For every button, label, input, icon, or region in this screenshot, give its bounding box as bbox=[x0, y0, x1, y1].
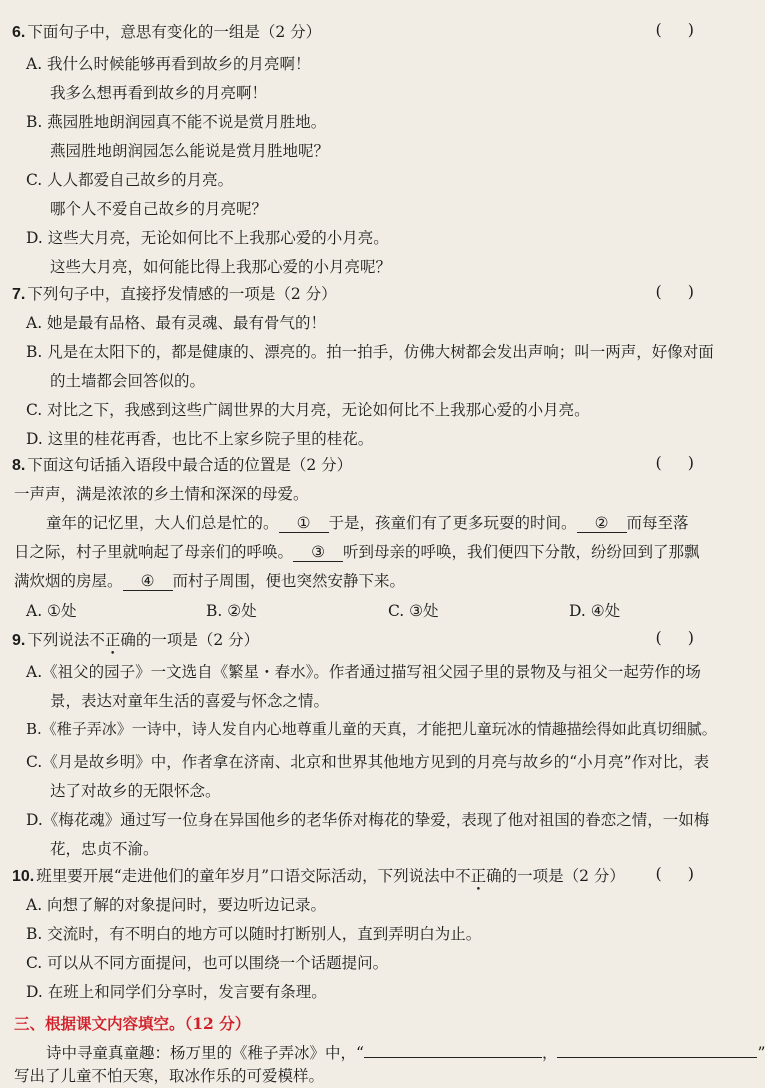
question-number: 9. bbox=[12, 632, 26, 649]
answer-blank-2[interactable] bbox=[557, 1057, 757, 1058]
question-8-stem bbox=[12, 453, 352, 475]
question-number: 6. bbox=[12, 24, 26, 41]
emphasis-text: 不正确 bbox=[89, 631, 136, 649]
question-text: 的一项是（2 分） bbox=[501, 867, 625, 885]
option-d: D.《梅花魂》通过写一位身在异国他乡的老华侨对梅花的挚爱，表现了他对祖国的眷恋之情，一如梅 bbox=[26, 811, 710, 829]
answer-bracket[interactable]: () bbox=[655, 453, 720, 472]
passage-line-2 bbox=[14, 540, 700, 562]
option-c: C. 对比之下，我感到这些广阔世界的大月亮，无论如何比不上我那心爱的小月亮。 bbox=[26, 401, 590, 419]
option-b-line-2: 燕园胜地朗润园怎么能说是赏月胜地呢？ bbox=[50, 142, 330, 160]
section-3-title: 三、根据课文内容填空。（12 分） bbox=[14, 1014, 251, 1033]
blank-1: ① bbox=[279, 514, 329, 533]
option-d: D. 这些大月亮，无论如何比不上我那心爱的小月亮。 bbox=[26, 229, 389, 247]
option-d: D. ④处 bbox=[569, 602, 621, 620]
option-c: C. ③处 bbox=[388, 602, 439, 620]
passage-text: 听到母亲的呼唤，我们便四下分散，纷纷回到了那飘 bbox=[343, 543, 700, 561]
insert-sentence: 一声声，满是浓浓的乡土情和深深的母爱。 bbox=[14, 485, 309, 503]
question-text: 下列说法 bbox=[27, 631, 90, 649]
question-10-stem bbox=[12, 864, 625, 886]
option-d-line-2: 花，忠贞不渝。 bbox=[50, 840, 159, 858]
option-a-line-2: 我多么想再看到故乡的月亮啊！ bbox=[50, 84, 268, 102]
option-a: A. ①处 bbox=[26, 602, 77, 620]
question-text: 下面这句话插入语段中最合适的位置是（2 分） bbox=[27, 456, 353, 474]
question-text: 的一项是（2 分） bbox=[135, 631, 260, 649]
option-c: C. 人人都爱自己故乡的月亮。 bbox=[26, 171, 234, 189]
option-a: A. 我什么时候能够再看到故乡的月亮啊！ bbox=[26, 55, 311, 73]
answer-bracket[interactable]: () bbox=[655, 628, 720, 647]
answer-bracket[interactable]: () bbox=[655, 20, 720, 39]
passage-text: 日之际，村子里就响起了母亲们的呼唤。 bbox=[14, 543, 294, 561]
option-a-line-2: 景，表达对童年生活的喜爱与怀念之情。 bbox=[50, 692, 330, 710]
blank-3: ③ bbox=[293, 543, 343, 562]
question-6-stem bbox=[12, 20, 321, 42]
question-7-stem bbox=[12, 282, 337, 304]
answer-blank-1[interactable] bbox=[364, 1057, 542, 1058]
fill-in-line-1 bbox=[46, 1041, 765, 1063]
option-d-line-2: 这些大月亮，如何能比得上我那心爱的小月亮呢？ bbox=[50, 258, 392, 276]
option-c: C.《月是故乡明》中，作者拿在济南、北京和世界其他地方见到的月亮与故乡的“小月亮”作对比，表 bbox=[26, 753, 710, 771]
question-number: 7. bbox=[12, 286, 26, 303]
option-d: D. 在班上和同学们分享时，发言要有条理。 bbox=[26, 983, 327, 1001]
emphasis-text: 不正确 bbox=[455, 867, 502, 885]
question-text: 下面句子中，意思有变化的一组是（2 分） bbox=[27, 23, 322, 41]
answer-bracket[interactable]: () bbox=[655, 864, 720, 883]
punctuation: ” bbox=[757, 1044, 765, 1062]
question-9-stem bbox=[12, 628, 259, 650]
passage-line-1 bbox=[46, 511, 689, 533]
blank-2: ② bbox=[577, 514, 627, 533]
question-number: 10. bbox=[12, 868, 35, 885]
option-c: C. 可以从不同方面提问，也可以围绕一个话题提问。 bbox=[26, 954, 389, 972]
option-b: B.《稚子弄冰》一诗中，诗人发自内心地尊重儿童的天真，才能把儿童玩冰的情趣描绘得如此真切细腻。 bbox=[26, 720, 717, 738]
passage-line-3 bbox=[14, 569, 405, 591]
question-text: 下列句子中，直接抒发情感的一项是（2 分） bbox=[27, 285, 337, 303]
fill-in-line-2: 写出了儿童不怕天寒，取冰作乐的可爱模样。 bbox=[14, 1067, 325, 1085]
option-d: D. 这里的桂花再香，也比不上家乡院子里的桂花。 bbox=[26, 430, 374, 448]
passage-text: 而每至落 bbox=[626, 514, 689, 532]
question-text: 班里要开展“走进他们的童年岁月”口语交际活动，下列说法中 bbox=[36, 867, 456, 885]
option-b-line-2: 的土墙都会回答似的。 bbox=[50, 372, 206, 390]
option-b: B. 交流时，有不明白的地方可以随时打断别人，直到弄明白为止。 bbox=[26, 925, 482, 943]
option-c-line-2: 哪个人不爱自己故乡的月亮呢？ bbox=[50, 200, 268, 218]
prompt-text: 诗中寻童真童趣：杨万里的《稚子弄冰》中，“ bbox=[46, 1044, 364, 1062]
option-b: B. ②处 bbox=[206, 602, 257, 620]
punctuation: ， bbox=[541, 1044, 558, 1062]
blank-4: ④ bbox=[123, 572, 173, 591]
passage-text: 满炊烟的房屋。 bbox=[14, 572, 123, 590]
question-number: 8. bbox=[12, 457, 26, 474]
option-a: A. 她是最有品格、最有灵魂、最有骨气的！ bbox=[26, 314, 327, 332]
passage-text: 而村子周围，便也突然安静下来。 bbox=[172, 572, 406, 590]
answer-bracket[interactable]: () bbox=[655, 282, 720, 301]
option-a: A.《祖父的园子》一文选自《繁星・春水》。作者通过描写祖父园子里的景物及与祖父一起劳作的场 bbox=[26, 663, 701, 681]
passage-text: 童年的记忆里，大人们总是忙的。 bbox=[46, 514, 279, 532]
option-c-line-2: 达了对故乡的无限怀念。 bbox=[50, 782, 221, 800]
passage-text: 于是，孩童们有了更多玩耍的时间。 bbox=[328, 514, 577, 532]
option-b: B. 燕园胜地朗润园真不能不说是赏月胜地。 bbox=[26, 113, 327, 131]
option-a: A. 向想了解的对象提问时，要边听边记录。 bbox=[26, 896, 327, 914]
option-b: B. 凡是在太阳下的，都是健康的、漂亮的。拍一拍手，仿佛大树都会发出声响；叫一两声，好像对面 bbox=[26, 343, 714, 361]
